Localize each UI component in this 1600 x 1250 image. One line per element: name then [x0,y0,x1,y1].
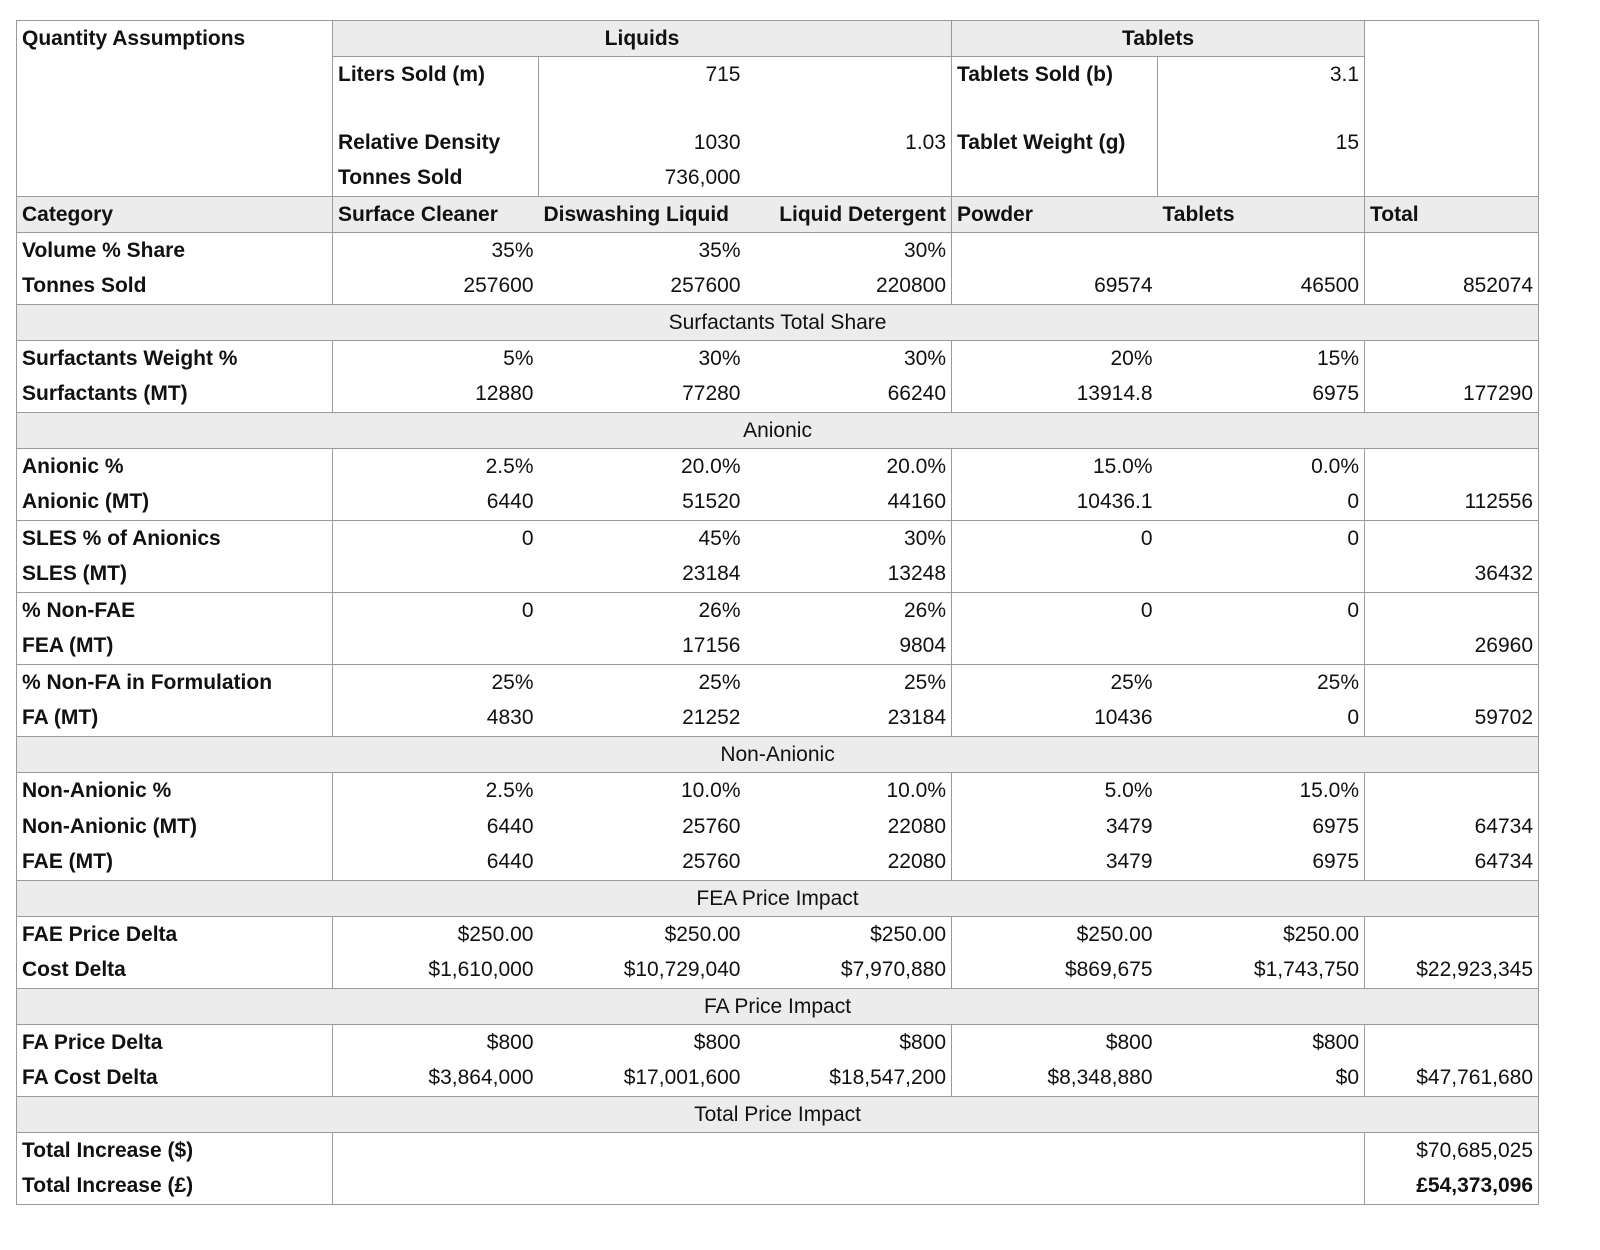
data-cell: 25% [1158,665,1365,701]
data-cell: 5.0% [1104,778,1153,802]
data-cell [1158,557,1365,593]
table-row-fa-cost-delta [17,1061,1539,1097]
data-cell: 46500 [1158,269,1365,305]
data-cell: 21252 [539,701,746,737]
table-row-non-fa-pct [17,665,1539,701]
total-cell: $22,923,345 [1365,953,1539,989]
row-label: FEA (MT) [17,629,333,665]
table-row-anionic-pct [17,449,1539,485]
data-cell [1158,233,1365,269]
table-row-tonnes-sold [17,269,1539,305]
data-cell: $17,001,600 [539,1061,746,1097]
data-cell: $250.00 [1076,922,1153,946]
tablet-weight-value: 15 [1158,125,1365,161]
data-cell: 22080 [746,845,952,881]
data-cell: $800 [1105,1030,1153,1054]
table-row-non-anionic-mt [17,809,1539,845]
data-cell: $250.00 [457,922,534,946]
data-cell: 15.0% [1158,773,1365,809]
row-label: Anionic (MT) [17,485,333,521]
data-cell: 2.5% [485,778,534,802]
data-cell: 6975 [1158,845,1365,881]
data-cell: 0.0% [1158,449,1365,485]
data-cell: 257600 [333,269,539,305]
data-cell: 0 [1158,593,1365,629]
data-cell [333,557,539,593]
row-label: Non-Anionic (MT) [17,809,333,845]
data-cell: 25760 [682,814,741,838]
table-row-volume-share [17,233,1539,269]
relative-density-ratio: 1.03 [746,125,952,161]
total-cell [1365,1025,1539,1061]
data-cell [333,629,539,665]
data-cell: 0 [521,526,534,550]
row-label: FAE Price Delta [17,917,333,953]
data-cell: 30% [746,341,952,377]
section-title: FA Price Impact [17,989,1539,1025]
table-row-fea-mt [17,629,1539,665]
row-label: Surfactants Weight % [17,341,333,377]
table-row-total-increase-usd [17,1133,1539,1169]
data-cell: 12880 [333,377,539,413]
data-cell: 0 [1158,521,1365,557]
col-surface-cleaner: Surface Cleaner [333,197,539,233]
table-row-fae-price-delta [17,917,1539,953]
data-cell: $800 [1158,1025,1365,1061]
row-label: Anionic % [17,449,333,485]
data-cell: 257600 [539,269,746,305]
table-row-anionic-mt [17,485,1539,521]
table-row-surf-mt [17,377,1539,413]
data-cell: $3,864,000 [333,1061,539,1097]
data-cell: 6440 [333,485,539,521]
data-cell: 25% [746,665,952,701]
data-cell: 15.0% [1092,454,1153,478]
data-cell: 20.0% [746,449,952,485]
data-cell: 15% [1158,341,1365,377]
row-label: Surfactants (MT) [17,377,333,413]
data-cell: $250.00 [746,917,952,953]
data-cell: 17156 [539,629,746,665]
data-cell: 0 [1140,526,1153,550]
data-cell: 66240 [746,377,952,413]
data-cell: 13248 [746,557,952,593]
section-band-anionic [17,413,1539,449]
section-band-surfactants [17,305,1539,341]
tonnes-sold-label: Tonnes Sold [333,161,539,197]
table-row-cost-delta [17,953,1539,989]
row-label: Non-Anionic % [17,773,333,809]
total-cell: £54,373,096 [1365,1169,1539,1205]
relative-density-value: 1030 [693,130,741,154]
category-header-row [17,197,1539,233]
data-cell: $250.00 [1158,917,1365,953]
row-label: SLES % of Anionics [17,521,333,557]
total-cell: 112556 [1365,485,1539,521]
data-cell: $18,547,200 [746,1061,952,1097]
tablets-header: Tablets [952,21,1365,57]
data-cell [952,233,1158,269]
total-cell [1365,665,1539,701]
row-label: Cost Delta [17,953,333,989]
col-powder: Powder [952,197,1158,233]
data-cell: 44160 [746,485,952,521]
data-cell: 51520 [539,485,746,521]
row-label: % Non-FAE [17,593,333,629]
data-cell: 220800 [746,269,952,305]
data-cell [952,629,1158,665]
data-cell: 6440 [486,814,534,838]
data-cell: 77280 [539,377,746,413]
data-cell: 35% [698,238,741,262]
row-label: Volume % Share [17,233,333,269]
total-cell: $47,761,680 [1365,1061,1539,1097]
col-category: Category [17,197,333,233]
col-total: Total [1365,197,1539,233]
row-label: FA Price Delta [17,1025,333,1061]
data-cell: 10.0% [746,773,952,809]
total-cell: 59702 [1365,701,1539,737]
col-tablets: Tablets [1158,197,1365,233]
data-cell: $10,729,040 [539,953,746,989]
total-cell [1365,593,1539,629]
row-label: SLES (MT) [17,557,333,593]
data-cell: $800 [746,1025,952,1061]
data-cell: 5% [503,346,534,370]
tonnes-sold-value: 736,000 [539,161,746,197]
total-cell: 852074 [1365,269,1539,305]
total-cell: 64734 [1365,845,1539,881]
data-cell: 0 [521,598,534,622]
data-cell: 2.5% [485,454,534,478]
section-band-fa-price [17,989,1539,1025]
data-cell: 10436.1 [952,485,1158,521]
total-cell [1365,449,1539,485]
assumptions-spacer [1365,21,1539,197]
liquids-header: Liquids [333,21,952,57]
section-band-total-price [17,1097,1539,1133]
total-cell: 26960 [1365,629,1539,665]
liters-sold-value: 715 [705,62,741,86]
total-cell [1365,341,1539,377]
tablets-sold-label: Tablets Sold (b) [952,57,1158,93]
empty-merged-cell [333,1133,1365,1205]
data-cell: 6975 [1158,377,1365,413]
data-cell [952,557,1158,593]
data-cell: $7,970,880 [746,953,952,989]
data-cell: $800 [693,1030,741,1054]
tablet-weight-label: Tablet Weight (g) [952,125,1158,161]
data-cell: 13914.8 [952,377,1158,413]
data-cell: 0 [1158,485,1365,521]
row-label: FAE (MT) [17,845,333,881]
data-cell: 3479 [952,845,1158,881]
data-cell: 20.0% [680,454,741,478]
data-cell: 35% [491,238,534,262]
data-cell [1158,629,1365,665]
data-cell: 0 [1140,598,1153,622]
data-cell: 45% [698,526,741,550]
row-label: FA Cost Delta [17,1061,333,1097]
table-row-fa-price-delta [17,1025,1539,1061]
row-label: Tonnes Sold [17,269,333,305]
section-title: Anionic [17,413,1539,449]
data-cell: $250.00 [664,922,741,946]
col-dishwashing-liquid: Diswashing Liquid [539,197,746,233]
section-title: Surfactants Total Share [17,305,1539,341]
quantity-assumptions-title: Quantity Assumptions [17,21,333,197]
row-label: Total Increase ($) [17,1133,333,1169]
data-cell: $869,675 [952,953,1158,989]
row-label: FA (MT) [17,701,333,737]
data-cell: 25% [491,670,534,694]
data-cell: 0 [1158,701,1365,737]
section-band-non-anionic [17,737,1539,773]
row-label: Total Increase (£) [17,1169,333,1205]
data-cell: 30% [746,521,952,557]
data-cell: 26% [746,593,952,629]
data-cell: 23184 [746,701,952,737]
data-cell: 26% [698,598,741,622]
price-impact-spreadsheet [16,20,1539,1205]
relative-density-label: Relative Density [333,125,539,161]
data-cell: 20% [1110,346,1153,370]
data-cell: 30% [746,233,952,269]
section-title: Total Price Impact [17,1097,1539,1133]
data-cell: $800 [486,1030,534,1054]
section-band-fea-price [17,881,1539,917]
data-cell: $1,743,750 [1158,953,1365,989]
data-cell: 4830 [333,701,539,737]
data-cell: 10.0% [680,778,741,802]
section-title: FEA Price Impact [17,881,1539,917]
data-cell: 25% [1110,670,1153,694]
data-cell: 30% [698,346,741,370]
total-cell: 64734 [1365,809,1539,845]
table-row-sles-mt [17,557,1539,593]
total-cell: $70,685,025 [1365,1133,1539,1169]
table-row-non-fae-pct [17,593,1539,629]
data-cell: 10436 [952,701,1158,737]
liters-sold-label: Liters Sold (m) [333,57,539,93]
table-row-fae-mt [17,845,1539,881]
table-row-surf-weight [17,341,1539,377]
data-cell: 6975 [1158,809,1365,845]
table-row-fa-mt [17,701,1539,737]
data-cell: 6440 [333,845,539,881]
data-cell: $8,348,880 [952,1061,1158,1097]
table-row-non-anionic-pct [17,773,1539,809]
total-cell: 36432 [1365,557,1539,593]
data-cell: 69574 [952,269,1158,305]
total-cell [1365,917,1539,953]
total-cell: 177290 [1365,377,1539,413]
data-cell: $1,610,000 [333,953,539,989]
data-cell: 3479 [1105,814,1153,838]
row-label: % Non-FA in Formulation [17,665,333,701]
section-title: Non-Anionic [17,737,1539,773]
tablets-sold-value: 3.1 [1158,57,1365,93]
total-cell [1365,233,1539,269]
data-cell: 25% [698,670,741,694]
data-cell: 9804 [746,629,952,665]
total-cell [1365,521,1539,557]
data-cell: 22080 [746,809,952,845]
data-cell: 23184 [539,557,746,593]
total-cell [1365,773,1539,809]
table-row-sles-pct [17,521,1539,557]
data-cell: 25760 [539,845,746,881]
data-cell: $0 [1158,1061,1365,1097]
col-liquid-detergent: Liquid Detergent [746,197,952,233]
